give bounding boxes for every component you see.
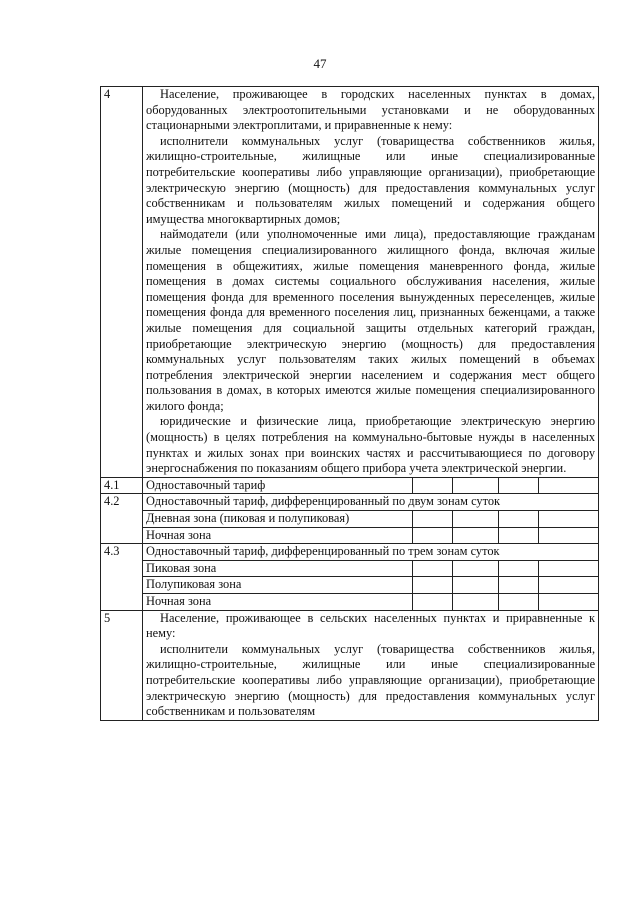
empty-cell [539, 577, 599, 594]
empty-cell [453, 527, 499, 544]
zone-label: Полупиковая зона [143, 577, 413, 594]
empty-cell [539, 594, 599, 611]
row-number: 4.3 [101, 544, 143, 610]
empty-cell [453, 477, 499, 494]
zone-label: Ночная зона [143, 594, 413, 611]
table-row-4 [101, 87, 599, 478]
zone-label: Дневная зона (пиковая и полупиковая) [143, 511, 413, 528]
row-number: 5 [101, 610, 143, 720]
empty-cell [413, 594, 453, 611]
paragraph: юридические и физические лица, приобретающие электрическую энергию (мощность) в целях потребления на коммунально-бытовые нужды в населенных пунктах и жилых зонах при воинских частях и рассчитывающиеся по договору энергоснабжения по показаниям общего прибора учета электрической энергии. [146, 414, 596, 476]
empty-cell [413, 577, 453, 594]
row-number: 4 [101, 87, 143, 478]
row-label: Одноставочный тариф, дифференцированный по двум зонам суток [143, 494, 599, 511]
table-row-5 [101, 610, 599, 720]
table-row-zone [101, 594, 599, 611]
table-row-4-2 [101, 494, 599, 511]
tariff-table [100, 86, 599, 721]
empty-cell [453, 560, 499, 577]
row-description [143, 610, 599, 720]
empty-cell [499, 560, 539, 577]
empty-cell [413, 527, 453, 544]
empty-cell [499, 594, 539, 611]
empty-cell [453, 577, 499, 594]
table-row-zone [101, 560, 599, 577]
empty-cell [413, 477, 453, 494]
paragraph: наймодатели (или уполномоченные ими лица), предоставляющие гражданам жилые помещения специализированного жилищного фонда, включая жилые помещения в общежитиях, жилые помещения маневренного фонда, жилые помещения в домах системы социального обслуживания населения, жилые помещения фонда для временного поселения вынужденных переселенцев, жилые помещения фонда для временного поселения лиц, признанных беженцами, а также жилые помещения для социальной защиты отдельных категорий граждан, приобретающие электрическую энергию (мощность) для предоставления коммунальных услуг пользователям таких жилых помещений в объемах потребления электрической энергии населением и содержания мест общего пользования в домах, в которых имеются жилые помещения специализированного жилого фонда; [146, 227, 596, 413]
table-row-4-3 [101, 544, 599, 561]
empty-cell [499, 577, 539, 594]
row-description [143, 87, 599, 478]
empty-cell [539, 511, 599, 528]
paragraph: Население, проживающее в сельских населенных пунктах и приравненные к нему: [146, 610, 596, 641]
empty-cell [453, 511, 499, 528]
empty-cell [539, 527, 599, 544]
row-number: 4.2 [101, 494, 143, 544]
paragraph: Население, проживающее в городских населенных пунктах в домах, оборудованных электроотопительными установками и не оборудованных стационарными электроплитами, и приравненные к нему: [146, 87, 596, 133]
table-row-4-1 [101, 477, 599, 494]
row-label: Одноставочный тариф [143, 477, 413, 494]
row-number: 4.1 [101, 477, 143, 494]
empty-cell [413, 511, 453, 528]
paragraph: исполнители коммунальных услуг (товарищества собственников жилья, жилищно-строительные, жилищные или иные специализированные потребительские кооперативы либо управляющие организации), приобретающие электрическую энергию (мощность) для предоставления коммунальных услуг собственникам и пользователям жилых помещений и содержания общего имущества многоквартирных домов; [146, 133, 596, 226]
empty-cell [539, 560, 599, 577]
zone-label: Пиковая зона [143, 560, 413, 577]
table-row-zone [101, 511, 599, 528]
page-number: 47 [313, 56, 327, 71]
empty-cell [413, 560, 453, 577]
row-label: Одноставочный тариф, дифференцированный по трем зонам суток [143, 544, 599, 561]
empty-cell [499, 527, 539, 544]
paragraph: исполнители коммунальных услуг (товарищества собственников жилья, жилищно-строительные, жилищные или иные специализированные потребительские кооперативы либо управляющие организации), приобретающие электрическую энергию (мощность) для предоставления коммунальных услуг собственникам и пользователям [146, 641, 596, 719]
table-row-zone [101, 577, 599, 594]
empty-cell [499, 477, 539, 494]
table-row-zone [101, 527, 599, 544]
zone-label: Ночная зона [143, 527, 413, 544]
empty-cell [499, 511, 539, 528]
empty-cell [539, 477, 599, 494]
empty-cell [453, 594, 499, 611]
